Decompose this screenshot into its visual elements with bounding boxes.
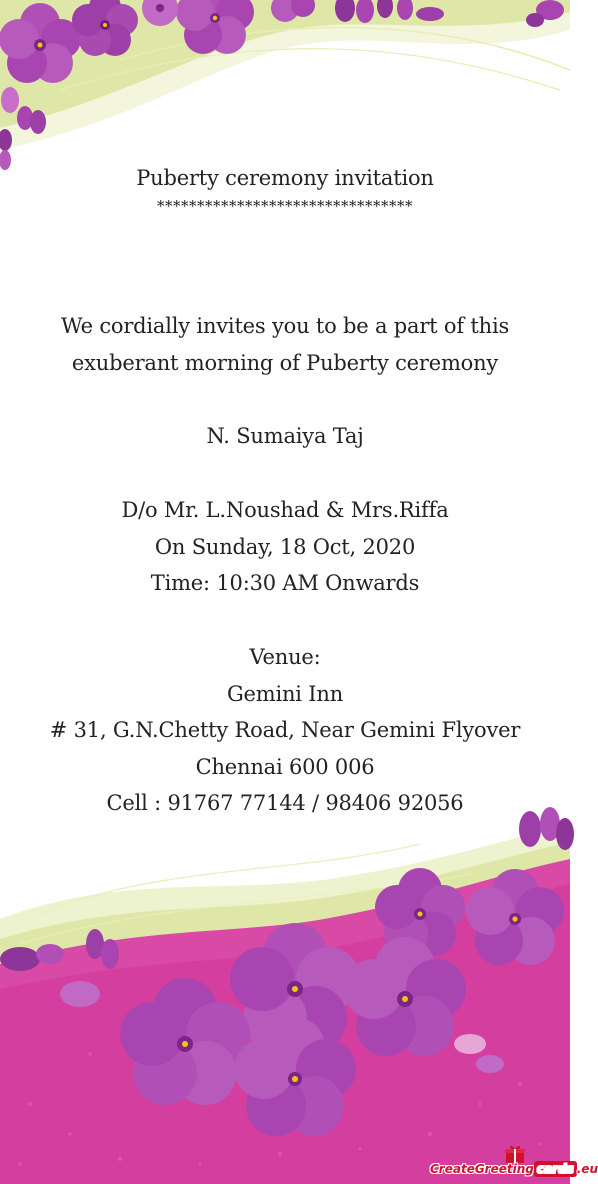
title-divider: ********************************: [157, 197, 413, 215]
venue-name: Gemini Inn: [226, 681, 344, 706]
watermark-text: [430, 1162, 598, 1176]
intro-line-2: exuberant morning of Puberty ceremony: [71, 350, 499, 375]
honoree-name: N. Sumaiya Taj: [206, 424, 364, 448]
watermark-brand-3: .eu: [576, 1162, 598, 1176]
venue-city: Chennai 600 006: [195, 754, 375, 779]
venue-label: Venue:: [249, 645, 321, 669]
invitation-title: Puberty ceremony invitation: [136, 166, 434, 190]
contact-phone: Cell : 91767 77144 / 98406 92056: [106, 791, 464, 815]
bottom-flower-decoration: [0, 804, 570, 1184]
time-line: Time: 10:30 AM Onwards: [150, 571, 420, 595]
watermark-brand-2: cards: [534, 1161, 577, 1177]
venue-address: # 31, G.N.Chetty Road, Near Gemini Flyover: [49, 718, 521, 742]
intro-line-1: We cordially invites you to be a part of this: [60, 314, 510, 338]
createrGreeting-logo[interactable]: [428, 1144, 598, 1180]
venue-details: [0, 639, 570, 822]
date-line: On Sunday, 18 Oct, 2020: [154, 534, 416, 559]
watermark-brand-1: CreateGreeting: [430, 1162, 534, 1176]
parents-line: D/o Mr. L.Noushad & Mrs.Riffa: [121, 498, 449, 522]
intro-text: [0, 308, 570, 381]
gift-icon: [504, 1144, 526, 1164]
event-details: [0, 492, 570, 602]
